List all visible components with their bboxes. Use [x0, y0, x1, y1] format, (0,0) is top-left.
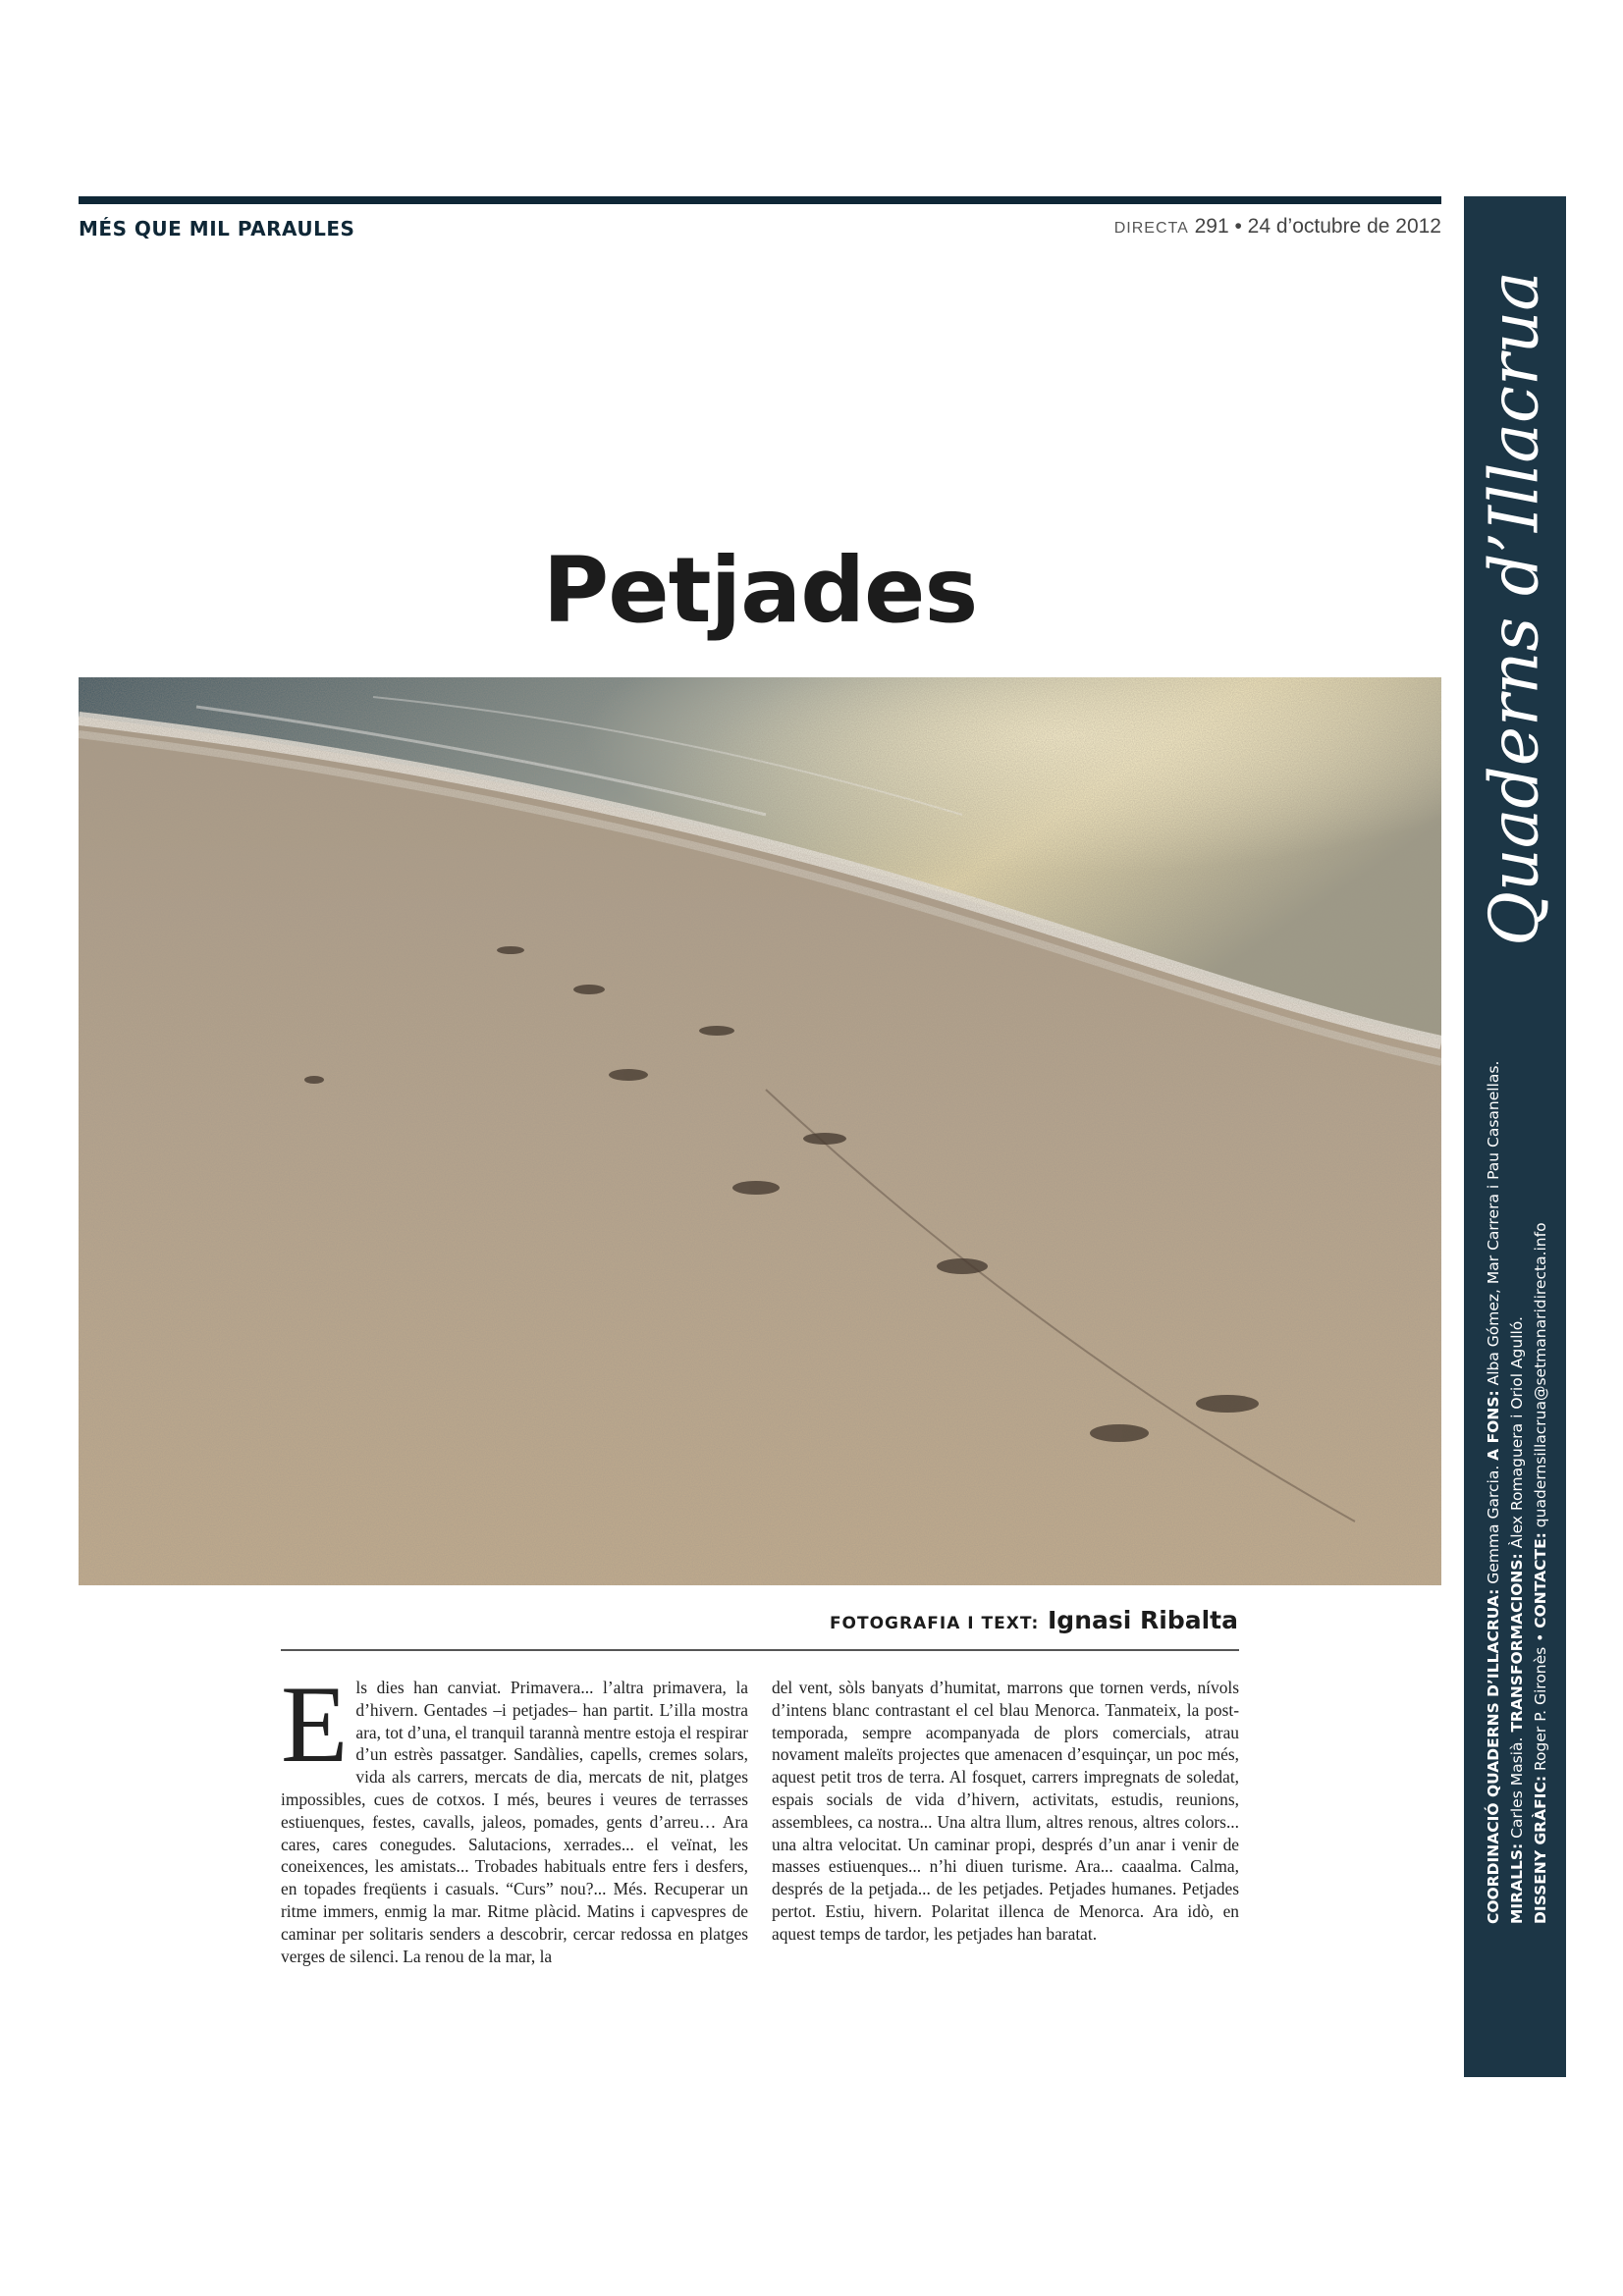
sidebar-title: Quaderns d’Illacrua [1476, 271, 1554, 946]
credit-line-3: DISSENY GRÀFIC: Roger P. Gironès • CONTACTE: quadernsillacrua@setmanaridirecta.info [1532, 1222, 1549, 1924]
credit-line-1: COORDINACIÓ QUADERNS D’ILLACRUA: Gemma Garcia. A FONS: Alba Gómez, Mar Carrera i Pau Casanellas. [1485, 1060, 1502, 1924]
section-label: MÉS QUE MIL PARAULES [79, 217, 355, 240]
byline-author: Ignasi Ribalta [1039, 1606, 1238, 1634]
article-text-1: ls dies han canviat. Primavera... l’altra primavera, la d’hivern. Gentades –i petjades– han partit. L’illa mostra ara, tot d’una, el tranquil tarannà mentre estoja el respirar d’un estrès passatger. Sandàlies, capells, cremes solars, vida als carrers, mercats de dia, mercats de nit, platges impossibles, cues de cotxos. I més, beures i veures de terrasses estiuenques, festes, cavalls, jaleos, pomades, gents d’arreu… Ara cares, cares conegudes. Salutacions, xerrades... el veïnat, les coneixences, les amistats... Trobades habituals entre fers i desfers, en topades freqüents i casuals. “Curs” nou?... Més. Recuperar un ritme immers, enmig la mar. Ritme plàcid. Matins i capvespres de caminar per solitaris senders a descobrir, cercar redossa en platges verges de silenci. La renou de la mar, la [281, 1678, 748, 1966]
credit-line-2: MIRALLS: Carles Masià. TRANSFORMACIONS: Àlex Romaguera i Oriol Agulló. [1508, 1316, 1526, 1924]
credits-block [1482, 1060, 1552, 1924]
article-column-1 [281, 1664, 748, 1967]
publication-brand: DIRECTA [1113, 220, 1189, 237]
byline-role: FOTOGRAFIA I TEXT: [829, 1614, 1040, 1633]
byline [830, 1606, 1238, 1634]
drop-cap: E [281, 1664, 349, 1786]
article-column-2: del vent, sòls banyats d’humitat, marrons que tornen verds, nívols d’intens blanc contrastant el cel blau Menorca. Tanmateix, la post-temporada, sempre acompanyada de plors comercials, atrau novament maleïts projectes que amenacen d’esquinçar, un poc més, aquest petit tros de terra. Al fosquet, carrers impregnats de soledat, espais socials de vida d’hivern, activitats, estudis, reunions, assemblees, ca nostra... Una altra llum, altres renous, altres colors... una altra velocitat. Un caminar propi, després d’un anar i venir de masses estiuenques... n’hi diuen turisme. Ara... caaalma. Calma, després de la petjada... de les petjades. Petjades humanes. Petjades pertot. Estiu, hivern. Polaritat illenca de Menorca. Ara idò, en aquest temps de tardor, les petjades han baratat. [772, 1678, 1239, 1944]
beach-photo [79, 677, 1441, 1585]
top-rule [79, 196, 1441, 204]
footprints-photo-illustration [79, 677, 1441, 1585]
byline-rule [281, 1649, 1239, 1651]
page-title: Petjades [542, 538, 978, 643]
issue-info [1114, 215, 1441, 239]
issue-date: 291 • 24 d’octubre de 2012 [1188, 215, 1441, 238]
